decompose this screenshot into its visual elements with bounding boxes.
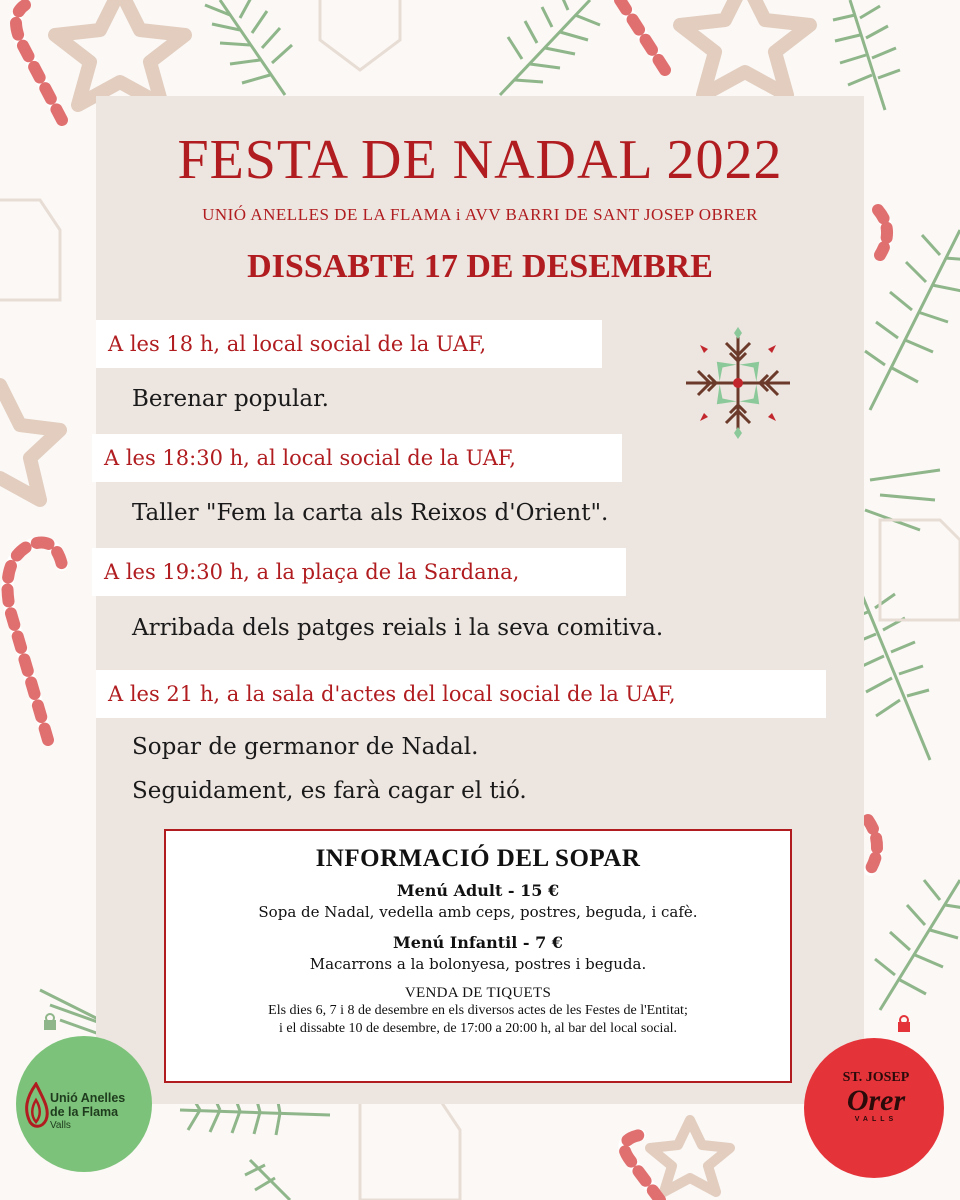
adult-menu-title: Menú Adult - 15 €	[396, 881, 560, 900]
flame-icon	[22, 1082, 50, 1130]
st-josep-obrer-logo-text	[826, 1070, 926, 1123]
event-description: Sopar de germanor de Nadal.	[132, 734, 479, 760]
logo-top-text: ST. JOSEP	[842, 1070, 910, 1085]
poster-subtitle: UNIÓ ANELLES DE LA FLAMA i AVV BARRI DE SANT JOSEP OBRER	[202, 205, 758, 224]
logo-main-text: Orer	[846, 1084, 906, 1117]
event-time-location: A les 21 h, a la sala d'actes del local social de la UAF,	[96, 670, 826, 718]
child-menu-title: Menú Infantil - 7 €	[393, 933, 563, 952]
logo-city: Valls	[50, 1120, 71, 1131]
unio-anelles-logo-text	[50, 1091, 160, 1133]
star-icon	[0, 385, 60, 500]
event-description: Berenar popular.	[132, 386, 329, 412]
dinner-info-box	[164, 829, 792, 1083]
event-time-location: A les 19:30 h, a la plaça de la Sardana,	[92, 548, 626, 596]
adult-menu-description: Sopa de Nadal, vedella amb ceps, postres, beguda, i cafè.	[258, 903, 698, 921]
poster-date: DISSABTE 17 DE DESEMBRE	[247, 248, 713, 285]
star-icon	[55, 0, 185, 105]
event-description-continued: Seguidament, es farà cagar el tió.	[132, 778, 527, 804]
event-description: Taller "Fem la carta als Reixos d'Orient".	[132, 500, 609, 526]
star-icon	[650, 1120, 730, 1192]
logo-city: VALLS	[854, 1116, 898, 1123]
ticket-sale-line: Els dies 6, 7 i 8 de desembre en els diversos actes de les Festes de l'Entitat;	[268, 1003, 688, 1018]
ticket-sale-line: i el dissabte 10 de desembre, de 17:00 a 20:00 h, al bar del local social.	[278, 1021, 678, 1036]
logo-name-line: de la Flama	[50, 1105, 119, 1119]
logo-name-line: Unió Anelles	[50, 1091, 126, 1105]
event-description: Arribada dels patges reials i la seva comitiva.	[132, 615, 664, 641]
poster-title: FESTA DE NADAL 2022	[177, 129, 783, 191]
dinner-info-title: INFORMACIÓ DEL SOPAR	[315, 845, 641, 872]
snowflake-icon	[680, 325, 796, 441]
child-menu-description: Macarrons a la bolonyesa, postres i beguda.	[309, 955, 647, 973]
ticket-sale-title: VENDA DE TIQUETS	[404, 985, 552, 1001]
event-time-location: A les 18 h, al local social de la UAF,	[96, 320, 602, 368]
star-icon	[680, 0, 810, 95]
event-time-location: A les 18:30 h, al local social de la UAF,	[92, 434, 622, 482]
